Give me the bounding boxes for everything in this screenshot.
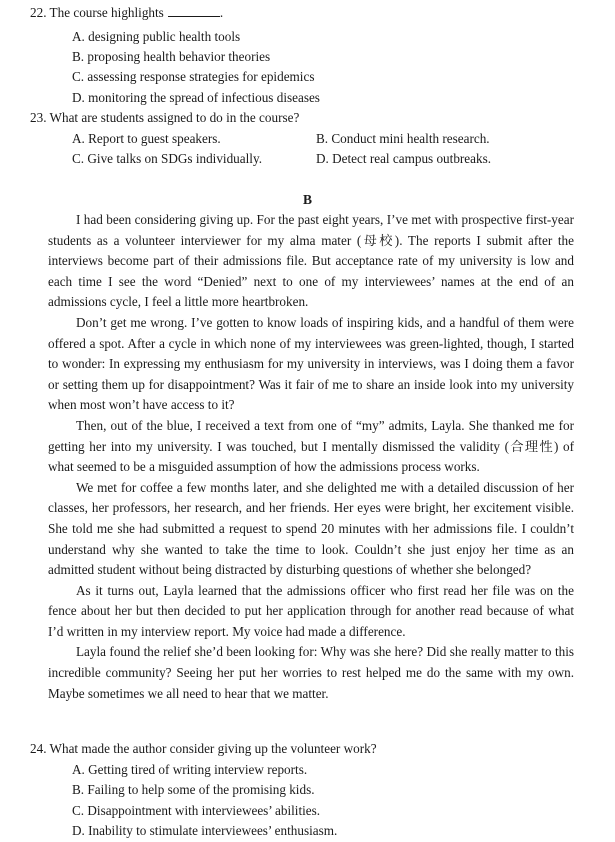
reading-passage xyxy=(48,210,574,704)
q24-option-c: C. Disappointment with interviewees’ abilities. xyxy=(72,803,321,818)
q24-option-d: D. Inability to stimulate interviewees’ enthusiasm. xyxy=(72,823,338,838)
q22-stem: 22. The course highlights . xyxy=(30,5,224,20)
q23-option-b: B. Conduct mini health research. xyxy=(316,131,490,146)
q24-option-b: B. Failing to help some of the promising kids. xyxy=(72,782,315,797)
answer-blank xyxy=(168,5,220,17)
q24-stem: 24. What made the author consider giving up the volunteer work? xyxy=(30,741,377,756)
q22-option-a: A. designing public health tools xyxy=(72,29,241,44)
q23-option-a: A. Report to guest speakers. xyxy=(72,131,221,146)
passage-paragraph: Layla found the relief she’d been looking for: Why was she here? Did she really matter to this incredible community? Seeing her put her worries to rest helped me do the same with my own. Maybe sometimes we all need to hear that we matter. xyxy=(48,644,574,701)
q24-option-a: A. Getting tired of writing interview reports. xyxy=(72,762,308,777)
q23-option-d: D. Detect real campus outbreaks. xyxy=(316,151,492,166)
q23-stem: 23. What are students assigned to do in the course? xyxy=(30,110,300,125)
passage-paragraph: I had been considering giving up. For the past eight years, I’ve met with prospective first-year students as a volunteer interviewer for my alma mater (母校). The reports I submit after the interviews become part of their admissions file. But acceptance rate of my university is low and each time I see the word “Denied” next to one of my interviewees’ names at the end of an admissions cycle, I feel a little more heartbroken. xyxy=(48,212,574,310)
passage-paragraph: Then, out of the blue, I received a text from one of “my” admits, Layla. She thanked me for getting her into my university. I was touched, but I mentally dismissed the validity (合理性) of what seemed to be a misguided assumption of how the admissions process works. xyxy=(48,417,574,475)
q22-option-b: B. proposing health behavior theories xyxy=(72,49,271,64)
section-title: B xyxy=(302,192,312,207)
q22-option-c: C. assessing response strategies for epidemics xyxy=(72,69,315,84)
passage-paragraph: Don’t get me wrong. I’ve gotten to know loads of inspiring kids, and a handful of them were offered a spot. After a cycle in which none of my interviewees was green-lighted, though, I started to wonder: In expressing my enthusiasm for my university in interviews, was I doing them a favor or setting them up for disappointment? Was it fair of me to share an inside look into my university when most won’t have access to it? xyxy=(48,314,574,413)
passage-paragraph: As it turns out, Layla learned that the admissions officer who first read her file was on the fence about her but then decided to put her application through for another read because of what I’d written in my interview report. My voice had made a difference. xyxy=(48,582,574,639)
passage-paragraph: We met for coffee a few months later, and she delighted me with a detailed discussion of her classes, her professors, her research, and her friends. Her eyes were bright, her excitement visible. She told me she had submitted a request to spend 20 minutes with her admissions file. I couldn’t understand why she wanted to take the time to look. Couldn’t she just enjoy her time as an admitted student without being distracted by disturbing questions of whether she belonged? xyxy=(48,479,574,578)
q23-option-c: C. Give talks on SDGs individually. xyxy=(72,151,262,166)
q22-option-d: D. monitoring the spread of infectious diseases xyxy=(72,90,320,105)
